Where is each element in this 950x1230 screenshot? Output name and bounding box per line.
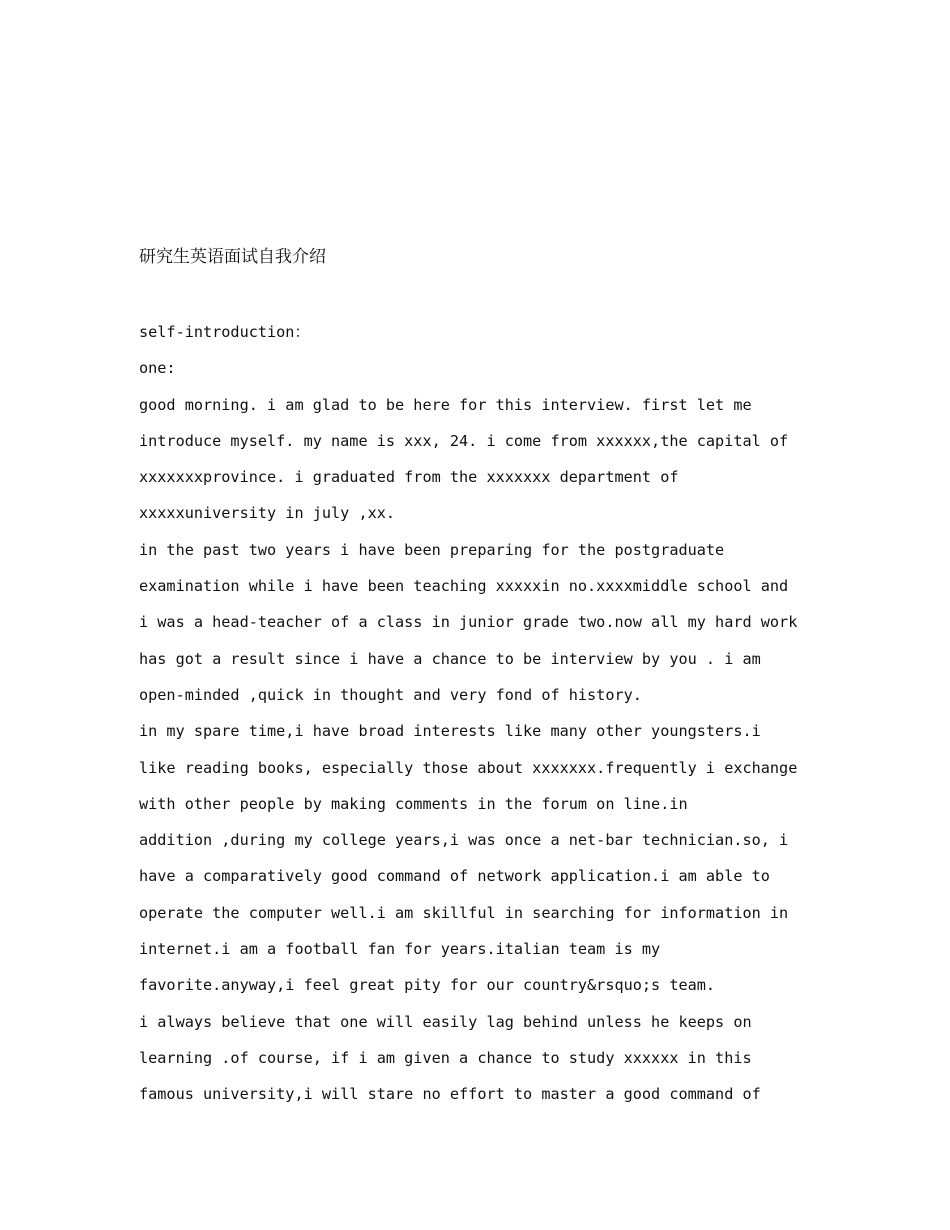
text-line: open-minded ,quick in thought and very fond of history. [139,685,642,704]
document-body [139,314,839,1113]
document-title: 研究生英语面试自我介绍 [139,247,326,267]
text-line: one: [139,359,176,378]
text-line: i always believe that one will easily lag behind unless he keeps on [139,1012,752,1031]
text-line: in my spare time,i have broad interests like many other youngsters.i [139,722,761,741]
text-line: addition ,during my college years,i was once a net-bar technician.so, i [139,831,789,850]
text-line: xxxxxxxprovince. i graduated from the xxxxxxx department of [139,468,679,487]
text-line: internet.i am a football fan for years.italian team is my [139,940,661,959]
text-line: in the past two years i have been preparing for the postgraduate [139,540,725,559]
text-line: good morning. i am glad to be here for this interview. first let me [139,395,752,414]
text-line: operate the computer well.i am skillful in searching for information in [139,903,789,922]
text-line: like reading books, especially those about xxxxxxx.frequently i exchange [139,758,798,777]
text-line: has got a result since i have a chance to be interview by you . i am [139,649,761,668]
text-line: favorite.anyway,i feel great pity for our country&rsquo;s team. [139,976,716,995]
text-line: examination while i have been teaching xxxxxin no.xxxxmiddle school and [139,577,789,596]
text-line: i was a head-teacher of a class in junior grade two.now all my hard work [139,613,798,632]
text-line: introduce myself. my name is xxx, 24. i come from xxxxxx,the capital of [139,431,789,450]
text-line: with other people by making comments in the forum on line.in [139,794,688,813]
text-line: self-introduction： [139,323,310,341]
text-line: famous university,i will stare no effort to master a good command of [139,1085,761,1104]
text-line: have a comparatively good command of network application.i am able to [139,867,770,886]
text-line: learning .of course, if i am given a chance to study xxxxxx in this [139,1048,752,1067]
text-line: xxxxxuniversity in july ,xx. [139,504,396,523]
